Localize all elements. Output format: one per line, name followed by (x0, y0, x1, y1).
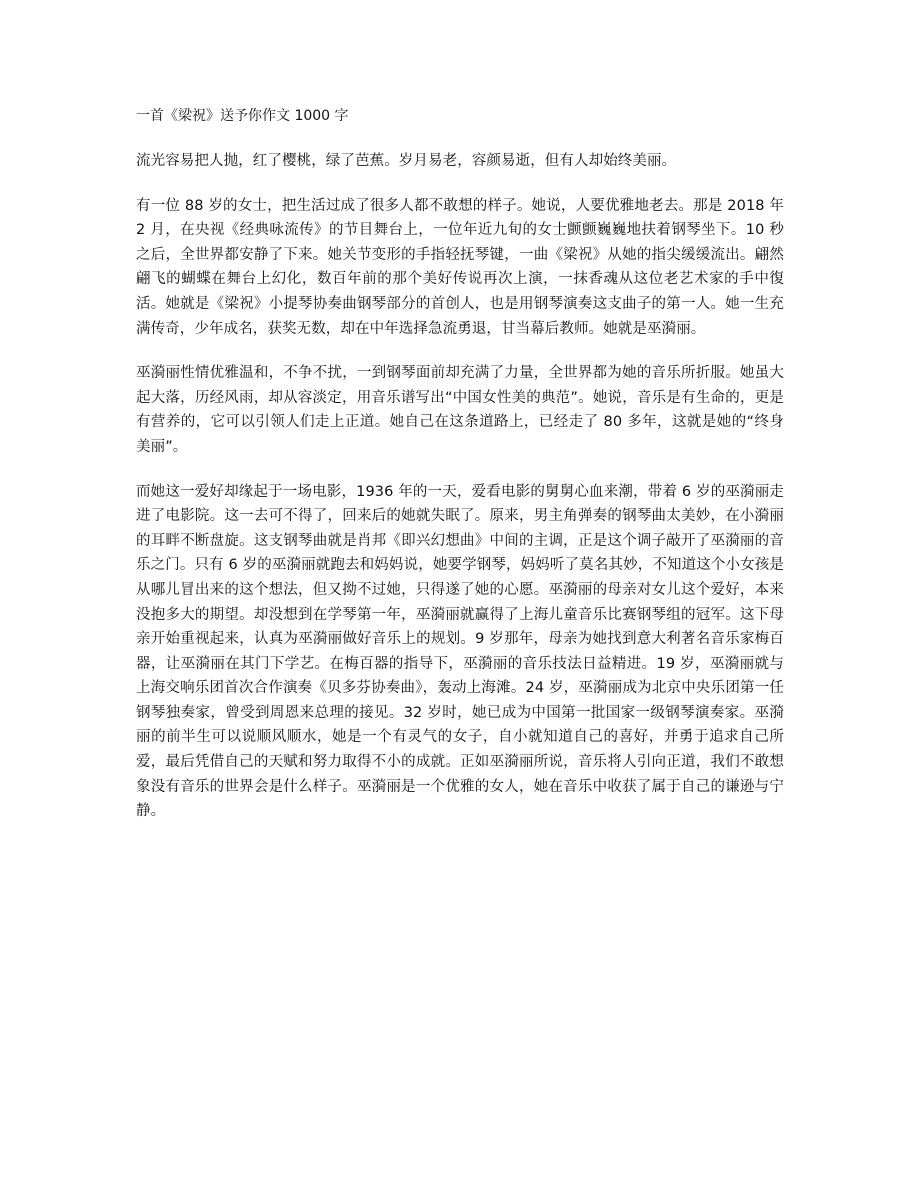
document-page (136, 104, 784, 844)
document-title: 一首《梁祝》送予你作文 1000 字 (136, 108, 349, 124)
paragraph-biography: 而她这一爱好却缘起于一场电影，1936 年的一天，爱看电影的舅舅心血来潮，带着 6 岁的巫漪丽走进了电影院。这一去可不得了，回来后的她就失眠了。原来，男主角弹奏的钢琴曲太美妙，在小漪丽的耳畔不断盘旋。这支钢琴曲就是肖邦《即兴幻想曲》中间的主调，正是这个调子敲开了巫漪丽的音乐之门。只有 6 岁的巫漪丽就跑去和妈妈说，她要学钢琴，妈妈听了莫名其妙，不知道这个小女孩是从哪儿冒出来的这个想法，但又拗不过她，只得遂了她的心愿。巫漪丽的母亲对女儿这个爱好，本来没抱多大的期望。却没想到在学琴第一年，巫漪丽就赢得了上海儿童音乐比赛钢琴组的冠军。这下母亲开始重视起来，认真为巫漪丽做好音乐上的规划。9 岁那年，母亲为她找到意大利著名音乐家梅百器，让巫漪丽在其门下学艺。在梅百器的指导下，巫漪丽的音乐技法日益精进。19 岁，巫漪丽就与上海交响乐团首次合作演奏《贝多芬协奏曲》，轰动上海滩。24 岁，巫漪丽成为北京中央乐团第一任钢琴独奏家，曾受到周恩来总理的接见。32 岁时，她已成为中国第一批国家一级钢琴演奏家。巫漪丽的前半生可以说顺风顺水，她是一个有灵气的女子，自小就知道自己的喜好，并勇于追求自己所爱，最后凭借自己的天赋和努力取得不小的成就。正如巫漪丽所说，音乐将人引向正道，我们不敢想象没有音乐的世界会是什么样子。巫漪丽是一个优雅的女人，她在音乐中收获了属于自己的谦逊与宁静。 (136, 483, 784, 820)
paragraph-intro: 流光容易把人抛，红了樱桃，绿了芭蕉。岁月易老，容颜易逝，但有人却始终美丽。 (136, 153, 677, 169)
paragraph-character: 巫漪丽性情优雅温和，不争不扰，一到钢琴面前却充满了力量，全世界都为她的音乐所折服。她虽大起大落，历经风雨，却从容淡定，用音乐谱写出“中国女性美的典范”。她说，音乐是有生命的，更是有营养的，它可以引领人们走上正道。她自己在这条道路上，已经走了 80 多年，这就是她的“终身美丽”。 (136, 365, 784, 455)
paragraph-liangzhu-performance: 有一位 88 岁的女士，把生活过成了很多人都不敢想的样子。她说，人要优雅地老去。那是 2018 年 2 月，在央视《经典咏流传》的节目舞台上，一位年近九旬的女士颤颤巍巍地扶着钢琴坐下。10 秒之后，全世界都安静了下来。她关节变形的手指轻抚琴键，一曲《梁祝》从她的指尖缓缓流出。翩然翩飞的蝴蝶在舞台上幻化，数百年前的那个美好传说再次上演，一抹香魂从这位老艺术家的手中復活。她就是《梁祝》小提琴协奏曲钢琴部分的首创人，也是用钢琴演奏这支曲子的第一人。她一生充满传奇，少年成名，获奖无数，却在中年选择急流勇退，甘当幕后教师。她就是巫漪丽。 (136, 197, 784, 337)
